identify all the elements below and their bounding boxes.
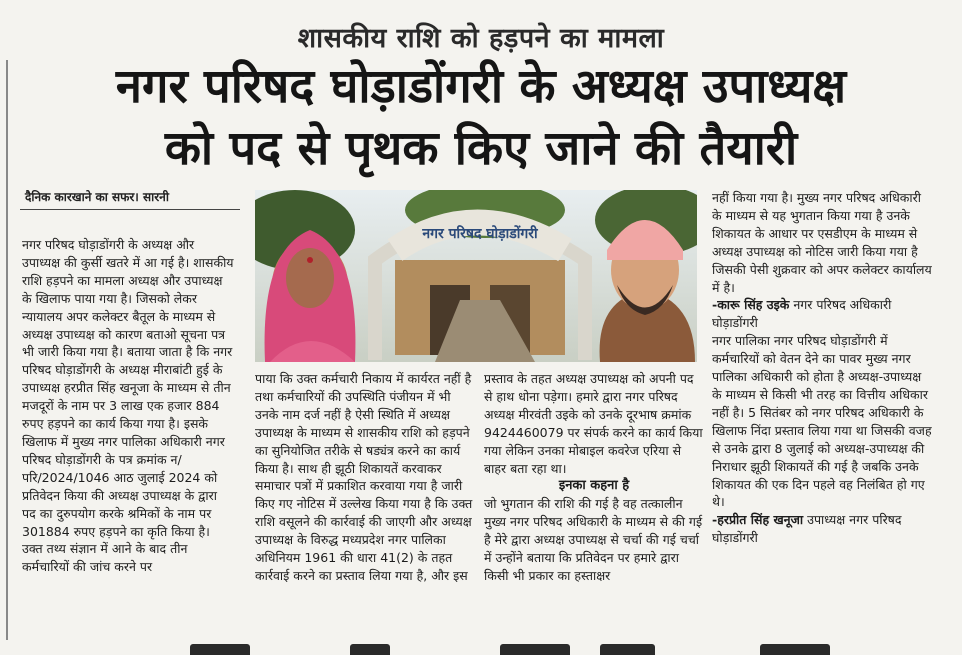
news-photo — [255, 190, 697, 362]
photo-illustration — [255, 190, 697, 362]
column-2 — [255, 370, 477, 585]
dateline-rule — [20, 209, 240, 210]
column-3-subhead: इनका कहना है — [558, 478, 630, 494]
column-4 — [712, 189, 934, 547]
next-article-cutoff — [0, 640, 962, 655]
column-3-paragraph-2: जो भुगतान की राशि की गई है वह तत्कालीन मुख्य नगर परिषद अधिकारी के माध्यम से की गई है मेरे द्वारा अध्यक्ष उपाध्यक्ष से चर्चा की गई चर्चा में उन्होंने बताया कि प्रतिवेदन पर हमारे द्वारा किसी भी प्रकार का हस्ताक्षर — [484, 496, 703, 583]
column-4-quote-2 — [712, 511, 934, 547]
article-headline — [0, 56, 962, 180]
headline-line-1: नगर परिषद घोड़ाडोंगरी के अध्यक्ष उपाध्यक्ष — [115, 59, 847, 114]
quote-1-name: -कारू सिंह उइके — [712, 297, 790, 313]
column-1 — [22, 236, 234, 576]
dateline: दैनिक कारखाने का सफर। सारनी — [25, 190, 169, 204]
column-3 — [484, 370, 704, 585]
column-2-text: पाया कि उक्त कर्मचारी निकाय में कार्यरत नहीं है तथा कर्मचारियों की उपस्थिति पंजीयन में भी उनके नाम दर्ज नहीं है ऐसी स्थिति में अध्यक्ष उपाध्यक्ष के माध्यम से शासकीय राशि को हड़पने का सुनियोजित तरीके से षड्यंत्र करने का कार्य किया है। साथ ही झूठी शिकायतें करवाकर समाचार पत्रों में प्रकाशित करवाया गया है जारी किए गए नोटिस में उल्लेख किया गया है कि उक्त राशि वसूलने की कार्रवाई की जाएगी और अध्यक्ष उपाध्यक्ष के विरुद्ध मध्यप्रदेश नगर पालिका अधिनियम 1961 की धारा 41(2) के तहत कार्रवाई करने का प्रस्ताव लिया गया है, और इस — [255, 371, 473, 583]
column-4-paragraph-2: नगर पालिका नगर परिषद घोड़ाडोंगरी में कर्मचारियों को वेतन देने का पावर मुख्य नगर पालिका अधिकारी को होता है अध्यक्ष-उपाध्यक्ष के माध्यम से किसी भी तरह का वित्तीय अधिकार नहीं है। 5 सितंबर को नगर परिषद अधिकारी के खिलाफ निंदा प्रस्ताव लिया गया था जिसकी वजह से उनके द्वारा 8 जुलाई को अध्यक्ष-उपाध्यक्ष की निराधार झूठी शिकायतें की गई है जबकि उनके शिकायत की एक दिन पहले वह निलंबित हो गए थे। — [712, 333, 932, 510]
column-1-text: नगर परिषद घोड़ाडोंगरी के अध्यक्ष और उपाध्यक्ष की कुर्सी खतरे में आ गई है। शासकीय राशि हड़पने का मामला अध्यक्ष और उपाध्यक्ष के खिलाफ पाया गया है। जिसको लेकर न्यायालय अपर कलेक्टर बैतूल के माध्यम से अध्यक्ष उपाध्यक्ष को कारण बताओ सूचना पत्र भी जारी किया गया है। बताया जाता है कि नगर परिषद घोड़ाडोंगरी के अध्यक्ष मीराबांटी हुई के उपाध्यक्ष हरप्रीत सिंह खनूजा के माध्यम से तीन मजदूरों के नाम पर 3 लाख एक हजार 884 रुपए हड़पने का कार्य किया गया है। इसके खिलाफ में मुख्य नगर पालिका अधिकारी नगर परिषद घोड़ाडोंगरी के पत्र क्रमांक न/परि/2024/1046 आठ जुलाई 2024 को प्रतिवेदन किया की अध्यक्ष उपाध्यक्ष के द्वारा पद का दुरुपयोग करके श्रमिकों के नाम पर 301884 रुपए हड़पने का कृति किया है। उक्त तथ्य संज्ञान में आने के बाद तीन कर्मचारियों की जांच करने पर — [22, 237, 234, 575]
gate-sign-text: नगर परिषद घोड़ाडोंगरी — [422, 226, 538, 242]
quote-2-role: उपाध्यक्ष नगर परिषद घोड़ाडोंगरी — [712, 512, 902, 546]
article-kicker: शासकीय राशि को हड़पने का मामला — [297, 23, 665, 54]
column-4-paragraph-1: नहीं किया गया है। मुख्य नगर परिषद अधिकारी के माध्यम से यह भुगतान किया गया है उनके शिकायत के आधार पर एसडीएम के माध्यम से अध्यक्ष उपाध्यक्ष को नोटिस जारी किया गया है जिसकी पेसी शुक्रवार को अपर कलेक्टर कार्यालय में है। — [712, 190, 932, 295]
quote-1-role: नगर परिषद अधिकारी घोड़ाडोंगरी — [712, 297, 892, 331]
column-rule-left — [6, 60, 8, 650]
column-4-quote-1 — [712, 296, 934, 332]
headline-line-2: को पद से पृथक किए जाने की तैयारी — [164, 121, 798, 176]
column-3-paragraph-1: प्रस्ताव के तहत अध्यक्ष उपाध्यक्ष को अपनी पद से हाथ धोना पड़ेगा। हमारे द्वारा नगर परिषद अध्यक्ष मीरवंती उइके को उनके दूरभाष क्रमांक 9424460079 पर संपर्क करने का कार्य किया गया लेकिन उनका मोबाइल कवरेज एरिया से बाहर बता रहा था। — [484, 371, 703, 476]
quote-2-name: -हरप्रीत सिंह खनूजा — [712, 512, 804, 528]
